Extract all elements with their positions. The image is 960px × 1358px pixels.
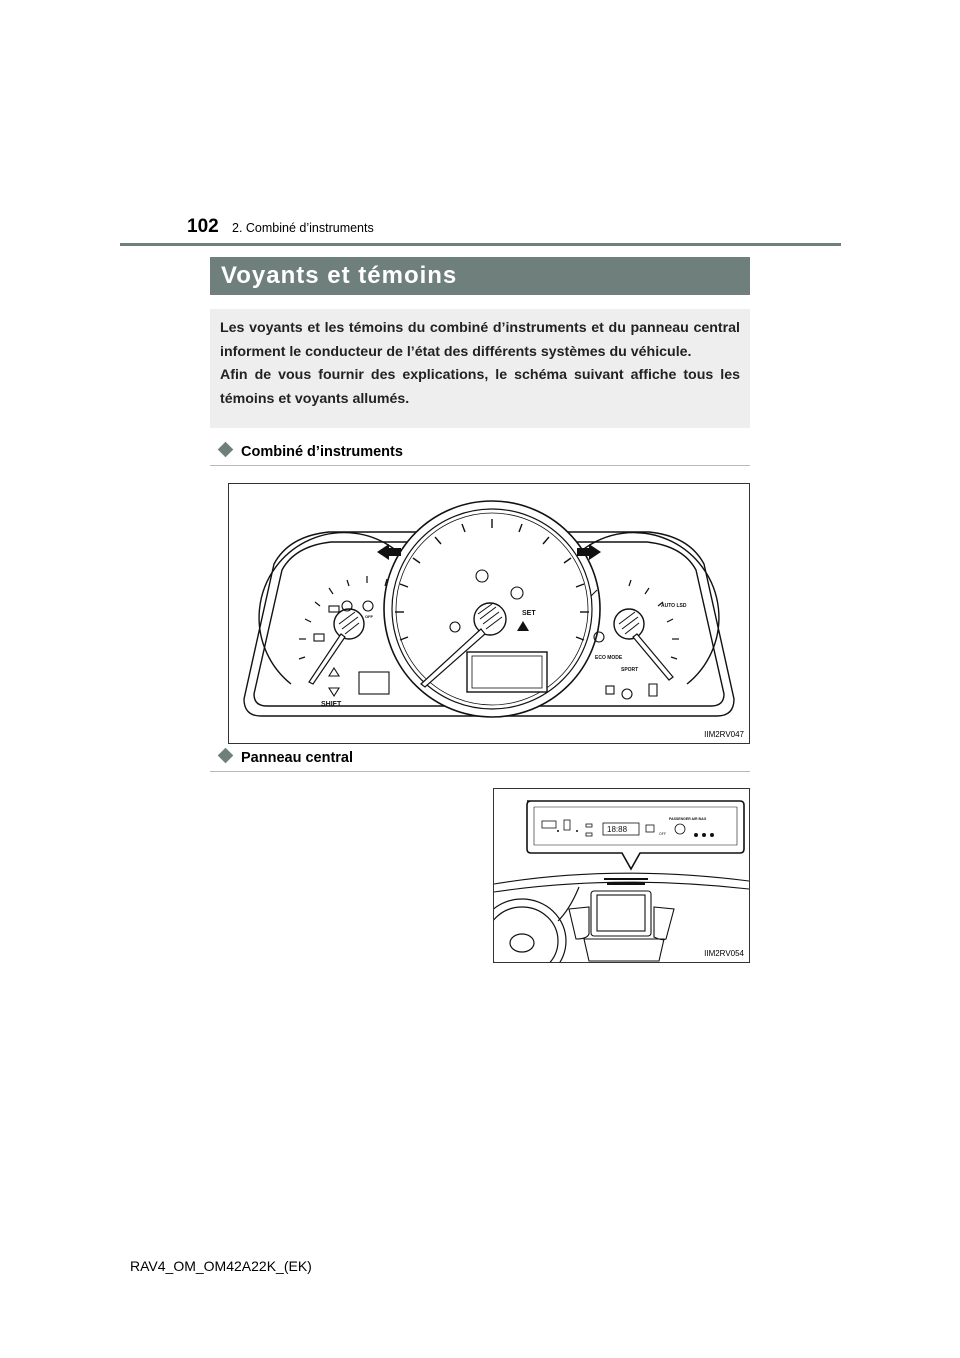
- instrument-cluster-figure: [228, 483, 750, 744]
- instrument-cluster-illustration: [229, 484, 749, 743]
- off-label: OFF: [365, 614, 373, 619]
- diamond-bullet-icon: [218, 748, 234, 764]
- auto-label: AUTO LSD: [661, 603, 687, 609]
- clock-display: 18:88: [607, 825, 628, 834]
- subsection-heading-center: [220, 750, 353, 766]
- header-rule: [120, 243, 841, 246]
- intro-box: [210, 309, 750, 428]
- center-panel-figure: [493, 788, 750, 963]
- subsection-heading-cluster: [220, 444, 403, 460]
- manual-code: RAV4_OM_OM42A22K_(EK): [130, 1258, 312, 1274]
- intro-paragraph-1: Les voyants et les témoins du combiné d’instruments et du panneau central informent le conducteur de l’état des différents systèmes du véhicule.: [220, 320, 740, 360]
- figure-code: IIM2RV054: [704, 949, 744, 958]
- airbag-label: PASSENGER AIR BAG: [669, 817, 707, 821]
- figure-code: IIM2RV047: [704, 730, 744, 739]
- subsection-heading-text: Panneau central: [241, 750, 354, 766]
- subsection-heading-text: Combiné d’instruments: [241, 444, 403, 460]
- subsection-rule: [210, 771, 750, 772]
- center-panel-illustration: [494, 789, 749, 962]
- sport-label: SPORT: [621, 667, 639, 673]
- section-title: Voyants et témoins: [210, 257, 750, 295]
- off-indicator-label: OFF: [659, 832, 666, 836]
- diamond-bullet-icon: [218, 442, 234, 458]
- set-label: SET: [522, 610, 536, 617]
- subsection-rule: [210, 465, 750, 466]
- shift-label: SHIFT: [321, 701, 342, 708]
- chapter-title: 2. Combiné d’instruments: [232, 221, 374, 235]
- intro-paragraph-2: Afin de vous fournir des explications, le schéma suivant affiche tous les témoins et voyants allumés.: [220, 367, 740, 407]
- eco-label: ECO MODE: [595, 655, 623, 661]
- page-number: 102: [187, 216, 219, 237]
